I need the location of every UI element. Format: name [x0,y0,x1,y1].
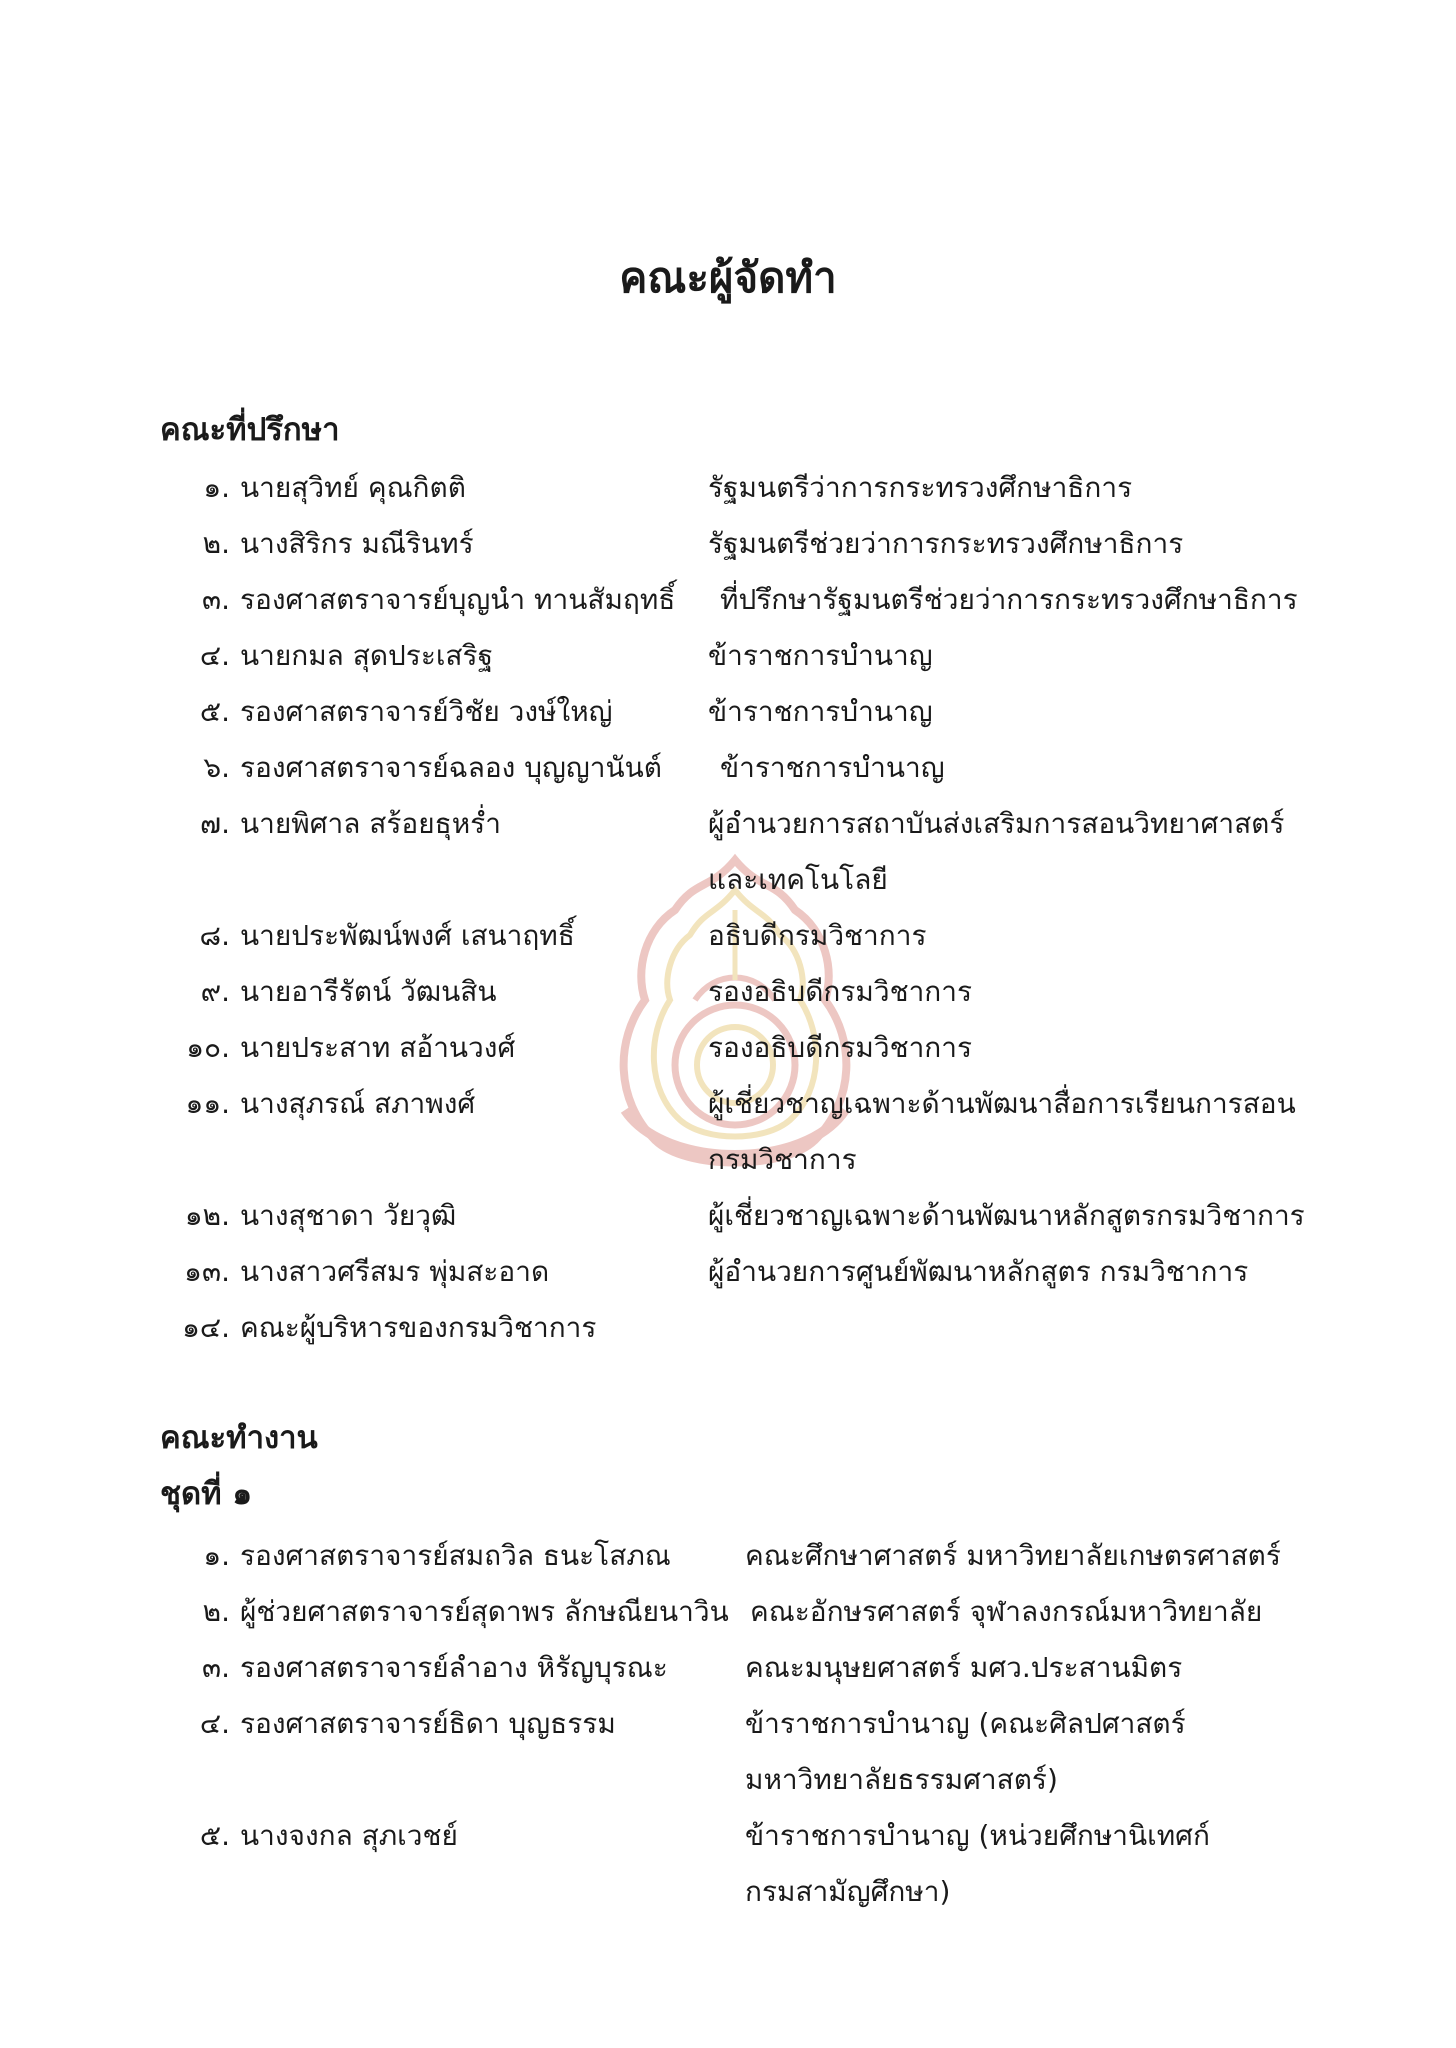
item-role [750,1584,1262,1640]
item-role-line: ผู้เชี่ยวชาญเฉพาะด้านพัฒนาหลักสูตรกรมวิชาการ [708,1199,1305,1232]
item-role-line: ข้าราชการบำนาญ (หน่วยศึกษานิเทศก์ [745,1819,1210,1852]
item-role-line: กรมวิชาการ [708,1143,857,1176]
item-name: รองศาสตราจารย์ฉลอง บุญญานันต์ [240,751,662,784]
item-role [708,964,972,1020]
item-number: ๓. [201,583,230,616]
item-role [720,572,1298,628]
item-name: รองศาสตราจารย์ธิดา บุญธรรม [240,1707,616,1740]
item-name: นางสุภรณ์ สภาพงศ์ [240,1087,476,1120]
item-role-line: ผู้อำนวยการศูนย์พัฒนาหลักสูตร กรมวิชาการ [708,1255,1249,1288]
item-role-line: ผู้เชี่ยวชาญเฉพาะด้านพัฒนาสื่อการเรียนการสอน [708,1087,1296,1120]
item-role-line: ข้าราชการบำนาญ (คณะศิลปศาสตร์ [745,1707,1186,1740]
working-item [160,1528,1340,1584]
item-number: ๔. [199,639,230,672]
item-role-line: รองอธิบดีกรมวิชาการ [708,1031,973,1064]
item-role-line: ข้าราชการบำนาญ [708,639,933,672]
item-role-line: รัฐมนตรีช่วยว่าการกระทรวงศึกษาธิการ [708,527,1184,560]
item-name: นายอารีรัตน์ วัฒนสิน [240,975,497,1008]
item-role-line: ข้าราชการบำนาญ [720,751,945,784]
advisor-item [160,964,1340,1020]
item-name: รองศาสตราจารย์ลำอาง หิรัญบุรณะ [240,1651,668,1684]
item-name: นายประสาท สอ้านวงศ์ [240,1031,516,1064]
item-number: ๒. [202,527,230,560]
advisor-item [160,1244,1340,1300]
item-role [720,740,945,796]
item-name: รองศาสตราจารย์บุญนำ ทานสัมฤทธิ์ [240,583,676,616]
item-role [708,1076,1296,1188]
item-number: ๘. [199,919,230,952]
item-role [708,516,1183,572]
working-item [160,1584,1340,1640]
item-number: ๒. [202,1595,230,1628]
item-role [745,1808,1210,1920]
item-name: นายพิศาล สร้อยธุหร่ำ [240,807,501,840]
item-number: ๕. [199,695,230,728]
advisors-heading: คณะที่ปรึกษา [160,412,340,448]
item-role [708,1020,972,1076]
page-title: คณะผู้จัดทำ [619,253,837,302]
advisor-item [160,740,1340,796]
advisor-item [160,572,1340,628]
item-role-line: ข้าราชการบำนาญ [708,695,933,728]
item-role-line: ผู้อำนวยการสถาบันส่งเสริมการสอนวิทยาศาสตร์ [708,807,1285,840]
item-name: นายสุวิทย์ คุณกิตติ [240,471,466,504]
advisor-item [160,1300,1340,1356]
item-role-line: มหาวิทยาลัยธรรมศาสตร์) [745,1763,1058,1796]
item-number: ๑๐. [186,1031,230,1064]
item-role-line: ที่ปรึกษารัฐมนตรีช่วยว่าการกระทรวงศึกษาธิการ [720,583,1298,616]
advisor-item [160,1020,1340,1076]
advisor-item [160,516,1340,572]
item-name: นายประพัฒน์พงศ์ เสนาฤทธิ์ [240,919,575,952]
item-name: นางสิริกร มณีรินทร์ [240,527,474,560]
item-role-line: รองอธิบดีกรมวิชาการ [708,975,973,1008]
item-role [745,1696,1186,1808]
item-name: รองศาสตราจารย์สมถวิล ธนะโสภณ [240,1539,671,1572]
item-role-line: รัฐมนตรีว่าการกระทรวงศึกษาธิการ [708,471,1133,504]
item-number: ๖. [203,751,230,784]
working-item [160,1808,1340,1920]
item-role [708,460,1132,516]
advisor-item [160,1188,1340,1244]
item-role [708,628,933,684]
item-number: ๔. [199,1707,230,1740]
item-role-line: และเทคโนโลยี [708,863,888,896]
item-role-line: กรมสามัญศึกษา) [745,1875,951,1908]
advisor-item [160,796,1340,908]
advisor-item [160,908,1340,964]
item-name: รองศาสตราจารย์วิชัย วงษ์ใหญ่ [240,695,613,728]
working-set-label: ชุดที่ ๑ [160,1476,253,1512]
advisor-item [160,1076,1340,1188]
item-name: นายกมล สุดประเสริฐ [240,639,494,672]
item-number: ๕. [199,1819,230,1852]
item-name: คณะผู้บริหารของกรมวิชาการ [240,1311,597,1344]
working-item [160,1640,1340,1696]
item-number: ๙. [200,975,230,1008]
item-role [708,908,926,964]
item-role-line: คณะอักษรศาสตร์ จุฬาลงกรณ์มหาวิทยาลัย [750,1595,1263,1628]
item-number: ๑๓. [184,1255,230,1288]
item-role [745,1640,1182,1696]
item-role [708,1188,1305,1244]
item-name: ผู้ช่วยศาสตราจารย์สุดาพร ลักษณียนาวิน [240,1595,729,1628]
item-number: ๑. [203,1539,230,1572]
advisor-item [160,460,1340,516]
working-heading: คณะทำงาน [160,1420,318,1456]
item-role [745,1528,1281,1584]
advisor-item [160,628,1340,684]
item-number: ๑๒. [184,1199,230,1232]
item-role-line: คณะมนุษยศาสตร์ มศว.ประสานมิตร [745,1651,1183,1684]
item-role [708,684,933,740]
item-number: ๗. [200,807,230,840]
advisor-item [160,684,1340,740]
working-item [160,1696,1340,1808]
item-role [708,1244,1248,1300]
item-number: ๓. [201,1651,230,1684]
item-number: ๑๑. [185,1087,230,1120]
item-name: นางสาวศรีสมร พุ่มสะอาด [240,1255,550,1288]
item-name: นางสุชาดา วัยวุฒิ [240,1199,457,1232]
item-role-line: อธิบดีกรมวิชาการ [708,919,927,952]
item-number: ๑๔. [182,1311,230,1344]
item-number: ๑. [203,471,230,504]
item-role [708,796,1284,908]
item-role-line: คณะศึกษาศาสตร์ มหาวิทยาลัยเกษตรศาสตร์ [745,1539,1281,1572]
item-name: นางจงกล สุภเวชย์ [240,1819,458,1852]
